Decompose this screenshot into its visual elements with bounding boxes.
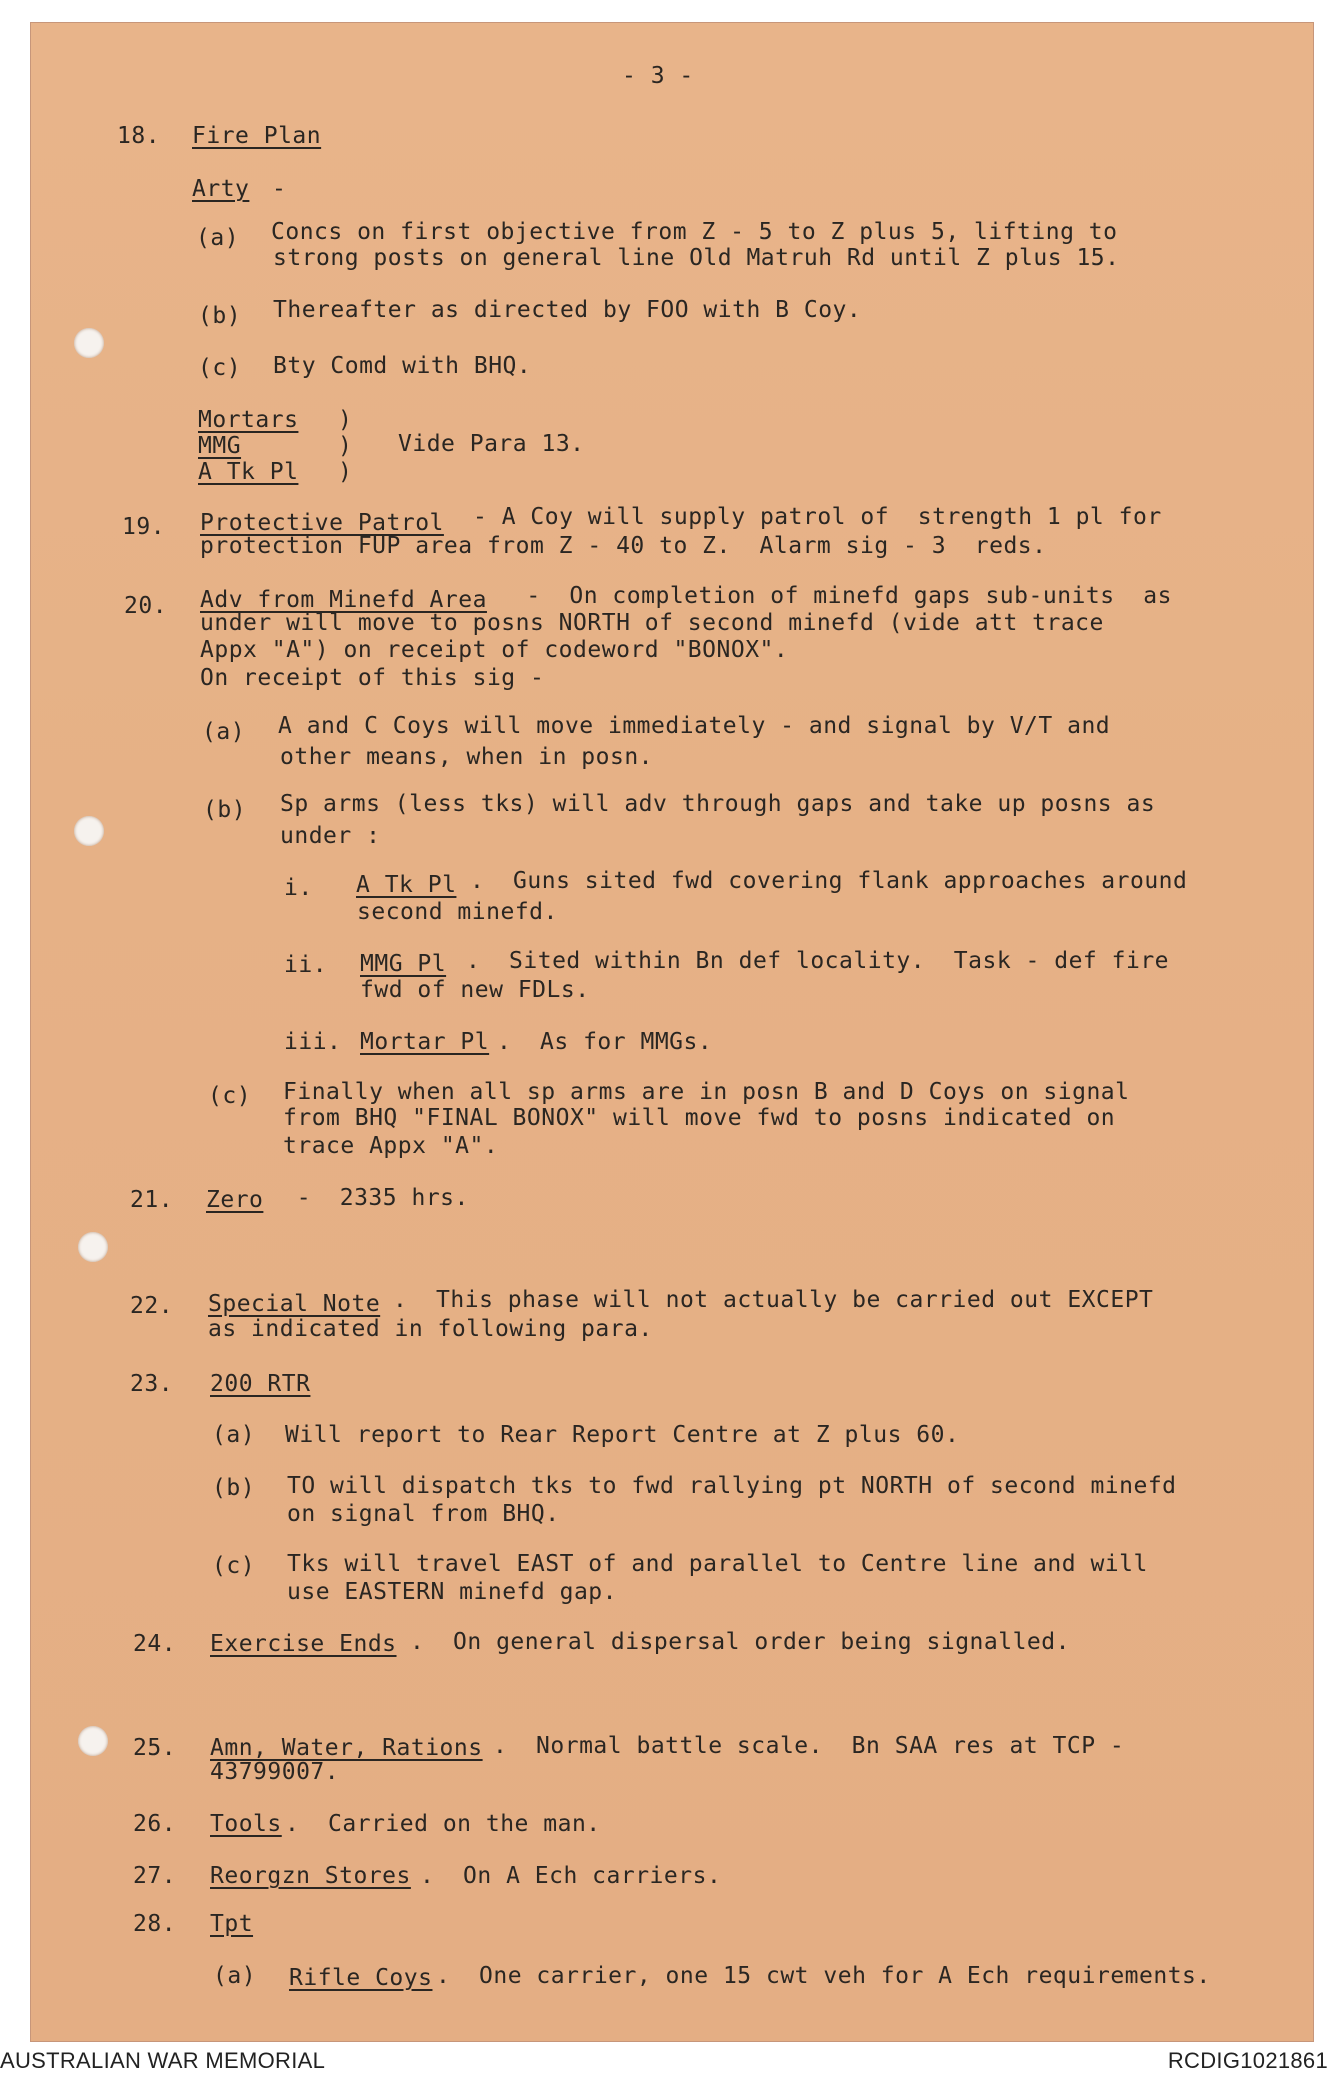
text-line: Appx "A") on receipt of codeword "BONOX". [200,637,789,663]
text-line: A and C Coys will move immediately - and signal by V/T and [278,713,1111,739]
text-line: under : [280,823,381,849]
text-line: Finally when all sp arms are in posn B and D Coys on signal [283,1079,1130,1105]
text-line: . One carrier, one 15 cwt veh for A Ech requirements. [436,1963,1211,1989]
item-label: (a) [196,225,240,251]
punch-hole [78,1726,108,1756]
item-label: (a) [213,1963,257,1989]
item-label: (a) [212,1422,256,1448]
para-number: 25. [133,1735,177,1761]
text-line: On receipt of this sig - [200,665,545,691]
footer-archive-name: AUSTRALIAN WAR MEMORIAL [0,2048,326,2073]
text-line: . Carried on the man. [285,1811,601,1837]
text-line: use EASTERN minefd gap. [287,1579,617,1605]
subheading: Mortars [198,407,299,433]
para-number: 24. [133,1631,177,1657]
para-number: 23. [130,1371,174,1397]
text-line: other means, when in posn. [280,744,654,770]
text-line: under will move to posns NORTH of second minefd (vide att trace [200,610,1104,636]
text-line: . This phase will not actually be carried out EXCEPT [393,1287,1154,1313]
punch-hole [74,328,104,358]
para-heading: Tpt [210,1911,254,1937]
para-number: 18. [117,123,161,149]
text-line: . On general dispersal order being signalled. [410,1629,1070,1655]
para-heading: Special Note [208,1291,381,1317]
subheading: MMG [198,433,242,459]
text-line: . Normal battle scale. Bn SAA res at TCP - [493,1733,1125,1759]
item-label: ii. [284,952,328,978]
bracket: ) [338,433,353,459]
item-label: (c) [198,355,242,381]
subheading: A Tk Pl [198,459,299,485]
text-line: protection FUP area from Z - 40 to Z. Alarm sig - 3 reds. [200,533,1047,559]
para-heading: Zero [206,1187,264,1213]
text-line: . Sited within Bn def locality. Task - def fire [466,948,1170,974]
para-heading: Reorgzn Stores [210,1863,411,1889]
para-heading: Exercise Ends [210,1631,397,1657]
text-line: . Guns sited fwd covering flank approaches around [470,868,1188,894]
text-line: Sp arms (less tks) will adv through gaps and take up posns as [280,791,1156,817]
item-label: i. [284,875,313,901]
punch-hole [78,1232,108,1262]
item-label: iii. [284,1029,342,1055]
text-line: TO will dispatch tks to fwd rallying pt NORTH of second minefd [287,1473,1177,1499]
item-label: (c) [212,1553,256,1579]
text-line: from BHQ "FINAL BONOX" will move fwd to posns indicated on [283,1105,1116,1131]
para-number: 19. [122,514,166,540]
sub-item-heading: A Tk Pl [356,872,457,898]
sub-item-heading: Rifle Coys [289,1965,433,1991]
para-number: 21. [130,1187,174,1213]
text-line: - On completion of minefd gaps sub-units as [512,583,1172,609]
item-label: (b) [203,797,247,823]
punch-hole [74,816,104,846]
para-heading: 200 RTR [210,1371,311,1397]
text-line: - [272,176,287,202]
text-line: on signal from BHQ. [287,1501,560,1527]
item-label: (b) [198,303,242,329]
text-line: - A Coy will supply patrol of strength 1 pl for [473,504,1162,530]
footer-record-id: RCDIG1021861 [1167,2048,1328,2073]
text-line: trace Appx "A". [283,1133,499,1159]
text-line: - 2335 hrs. [268,1185,469,1211]
text-line: fwd of new FDLs. [360,977,590,1003]
text-line: strong posts on general line Old Matruh Rd until Z plus 15. [273,245,1120,271]
para-heading: Adv from Minefd Area [200,587,487,613]
para-number: 20. [124,593,168,619]
text-line: Bty Comd with BHQ. [273,353,532,379]
sub-item-heading: MMG Pl [360,951,447,977]
para-heading: Amn, Water, Rations [210,1735,483,1761]
para-number: 22. [130,1293,174,1319]
text-line: Will report to Rear Report Centre at Z plus 60. [285,1422,960,1448]
bracket: ) [338,407,353,433]
para-number: 26. [133,1811,177,1837]
bracket: ) [338,459,353,485]
text-line: second minefd. [357,899,558,925]
item-label: (c) [208,1083,252,1109]
item-label: (b) [212,1475,256,1501]
text-line: 43799007. [210,1759,340,1785]
text-line: Concs on first objective from Z - 5 to Z plus 5, lifting to [271,219,1118,245]
para-number: 28. [133,1911,177,1937]
subheading: Arty [192,176,250,202]
sub-item-heading: Mortar Pl [360,1029,490,1055]
para-number: 27. [133,1863,177,1889]
para-heading: Protective Patrol [200,510,444,536]
text-line: . On A Ech carriers. [420,1863,722,1889]
text-line: Thereafter as directed by FOO with B Coy. [273,297,862,323]
page-number: - 3 - [622,63,694,89]
text-line: Tks will travel EAST of and parallel to Centre line and will [287,1551,1148,1577]
text-line: . As for MMGs. [497,1029,713,1055]
item-label: (a) [202,719,246,745]
para-heading: Fire Plan [192,123,322,149]
text-line: Vide Para 13. [398,431,585,457]
text-line: as indicated in following para. [208,1316,653,1342]
para-heading: Tools [210,1811,282,1837]
